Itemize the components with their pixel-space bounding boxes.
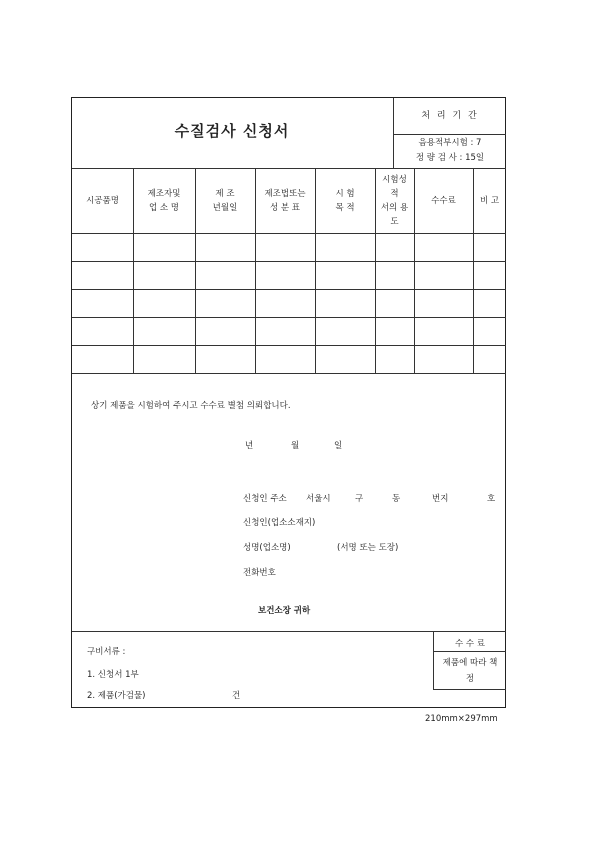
date-month-label: 월 xyxy=(291,441,300,451)
table-column-line xyxy=(375,168,376,373)
attachment-item-application: 1. 신청서 1부 xyxy=(87,670,139,680)
signature-seal-label: (서명 또는 도장) xyxy=(337,543,399,553)
table-row xyxy=(72,289,506,290)
table-row xyxy=(72,317,506,318)
addressee: 보건소장 귀하 xyxy=(258,606,311,616)
column-header-fee: 수수료 xyxy=(431,195,456,206)
attachment-unit: 건 xyxy=(232,691,241,701)
table-column-line xyxy=(414,168,415,373)
column-header-report-use: 시험성 적 서의 용 도 xyxy=(380,174,409,227)
address-dong: 동 xyxy=(392,494,401,504)
divider xyxy=(72,631,506,632)
fee-box-header: 수 수 료 xyxy=(454,638,486,649)
address-ho: 호 xyxy=(487,494,496,504)
column-header-manufacture-date: 제 조 년월일 xyxy=(212,188,238,213)
table-column-line xyxy=(315,168,316,373)
processing-period-quantitative: 정 량 검 사 : 15일 xyxy=(415,153,485,163)
address-gu: 구 xyxy=(355,494,364,504)
date-day-label: 일 xyxy=(334,441,343,451)
table-bottom-line xyxy=(72,373,506,374)
table-column-line xyxy=(255,168,256,373)
paper-size-caption: 210mm×297mm xyxy=(425,714,498,724)
business-location-label: 신청인(업소소재지) xyxy=(243,518,316,528)
column-header-purpose: 시 험 목 적 xyxy=(335,188,355,213)
applicant-name-label: 성명(업소명) xyxy=(243,543,291,553)
address-beonji: 번지 xyxy=(432,494,449,504)
table-row xyxy=(72,345,506,346)
table-column-line xyxy=(195,168,196,373)
attachments-header: 구비서류 : xyxy=(87,647,126,657)
column-header-manufacturer: 제조자및 업 소 명 xyxy=(147,188,181,213)
application-form xyxy=(71,97,506,708)
column-header-sample-name: 시공품명 xyxy=(86,195,119,206)
divider xyxy=(393,134,506,135)
table-row xyxy=(72,233,506,234)
phone-label: 전화번호 xyxy=(243,568,276,578)
applicant-address-label: 신청인 주소 xyxy=(243,494,287,504)
divider xyxy=(433,689,506,690)
column-header-remarks: 비 고 xyxy=(479,195,500,206)
form-title: 수질검사 신청서 xyxy=(174,122,290,140)
date-year-label: 년 xyxy=(245,441,254,451)
table-column-line xyxy=(133,168,134,373)
fee-box-text: 제품에 따라 책 정 xyxy=(442,658,498,684)
request-text: 상기 제품을 시험하여 주시고 수수료 별첨 의뢰합니다. xyxy=(91,401,291,411)
divider xyxy=(433,651,506,652)
table-row xyxy=(72,261,506,262)
table-column-line xyxy=(473,168,474,373)
address-city: 서울시 xyxy=(306,494,331,504)
processing-period-header: 처 리 기 간 xyxy=(421,111,479,121)
attachment-item-sample: 2. 제품(가검물) xyxy=(87,691,146,701)
column-header-method: 제조법또는 성 분 표 xyxy=(264,188,306,213)
processing-period-potability: 음용적부시험 : 7 xyxy=(418,138,482,148)
